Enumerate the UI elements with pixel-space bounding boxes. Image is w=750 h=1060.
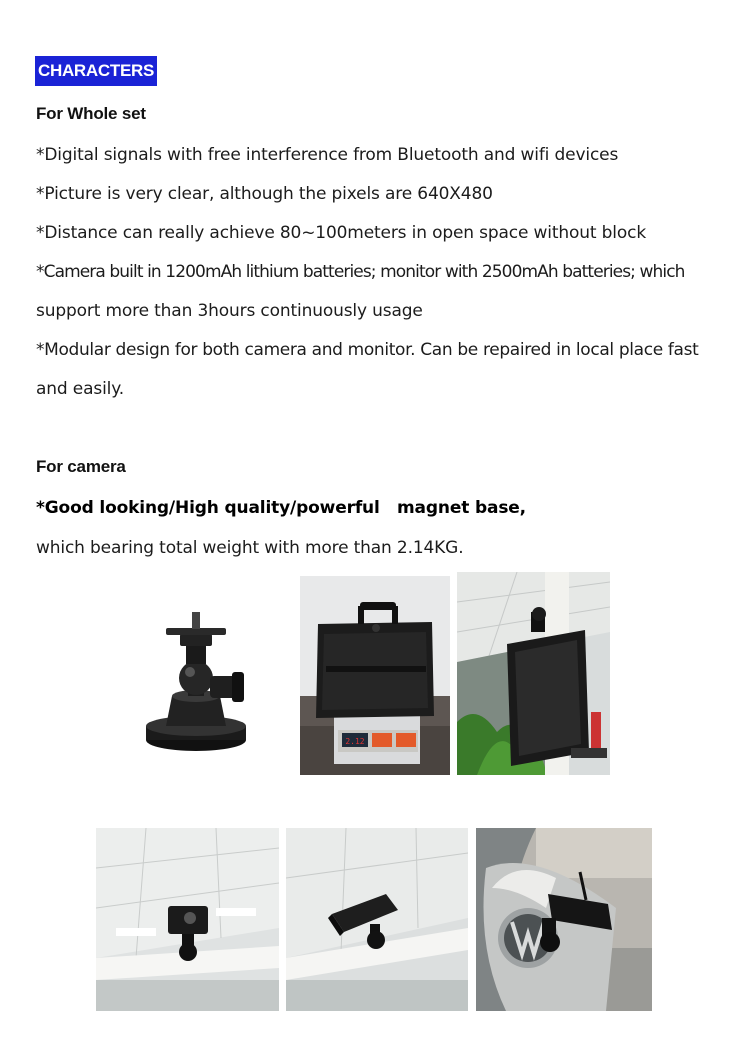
- magnet-base-photo: [128, 600, 260, 760]
- camera-line-2: which bearing total weight with more than 2.14KG.: [36, 538, 464, 558]
- section-tag: CHARACTERS: [35, 56, 157, 86]
- whole-set-line-5: support more than 3hours continuously usage: [36, 301, 423, 321]
- whole-set-line-1: *Digital signals with free interference from Bluetooth and wifi devices: [36, 145, 619, 165]
- camera-heading: For camera: [36, 457, 126, 476]
- whole-set-heading: For Whole set: [36, 104, 146, 123]
- whole-set-line-2: *Picture is very clear, although the pixels are 640X480: [36, 184, 493, 204]
- whole-set-line-4: *Camera built in 1200mAh lithium batteries; monitor with 2500mAh batteries; which: [36, 262, 685, 282]
- case-on-scale-photo: [300, 576, 450, 775]
- camera-on-beam-photo-2: [286, 828, 468, 1011]
- whole-set-line-3: *Distance can really achieve 80~100meters in open space without block: [36, 223, 647, 243]
- whole-set-line-7: and easily.: [36, 379, 124, 399]
- camera-on-beam-photo-1: [96, 828, 279, 1011]
- camera-line-1: *Good looking/High quality/powerful magnet base,: [36, 498, 526, 518]
- whole-set-line-6: *Modular design for both camera and monitor. Can be repaired in local place fast: [36, 340, 699, 360]
- case-on-wall-photo: [457, 572, 610, 775]
- camera-on-car-photo: [476, 828, 652, 1011]
- scale-readout: 2.12: [345, 737, 365, 746]
